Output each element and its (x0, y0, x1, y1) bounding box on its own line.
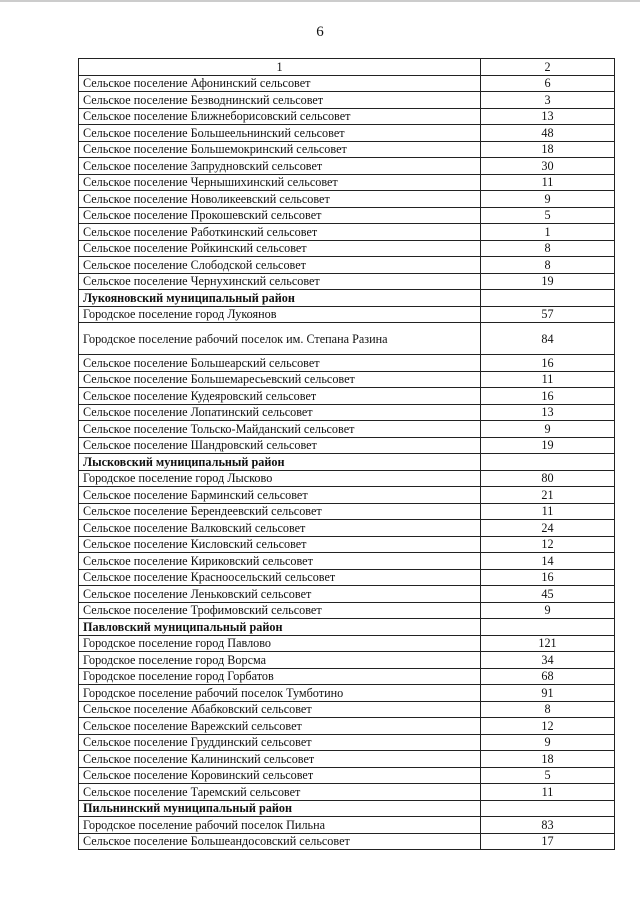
table-row (79, 784, 615, 801)
settlement-value: 11 (481, 174, 615, 191)
settlement-name: Сельское поселение Чернышихинский сельсовет (79, 174, 481, 191)
settlement-name: Сельское поселение Трофимовский сельсовет (79, 602, 481, 619)
table-row (79, 487, 615, 504)
settlement-name: Сельское поселение Валковский сельсовет (79, 520, 481, 537)
settlement-name: Сельское поселение Берендеевский сельсовет (79, 503, 481, 520)
settlement-value: 8 (481, 240, 615, 257)
column-header-1: 1 (79, 59, 481, 76)
settlement-name: Сельское поселение Большемокринский сельсовет (79, 141, 481, 158)
settlement-value: 14 (481, 553, 615, 570)
settlement-name: Сельское поселение Варежский сельсовет (79, 718, 481, 735)
settlement-name: Сельское поселение Абабковский сельсовет (79, 701, 481, 718)
settlement-name: Сельское поселение Большеарский сельсовет (79, 355, 481, 372)
settlement-value: 11 (481, 371, 615, 388)
settlement-value: 11 (481, 784, 615, 801)
settlement-name: Городское поселение рабочий поселок Тумботино (79, 685, 481, 702)
table-row (79, 240, 615, 257)
table-row (79, 503, 615, 520)
table-row (79, 371, 615, 388)
table-row (79, 569, 615, 586)
table-row (79, 602, 615, 619)
settlement-name: Сельское поселение Красноосельский сельсовет (79, 569, 481, 586)
settlement-name: Сельское поселение Большеандосовский сельсовет (79, 833, 481, 850)
settlement-value: 13 (481, 108, 615, 125)
table-row (79, 751, 615, 768)
settlement-value: 34 (481, 652, 615, 669)
table-row (79, 553, 615, 570)
table-row (79, 108, 615, 125)
table-row (79, 125, 615, 142)
settlement-value: 16 (481, 355, 615, 372)
settlement-name: Сельское поселение Афонинский сельсовет (79, 75, 481, 92)
settlement-value: 18 (481, 141, 615, 158)
settlement-name: Сельское поселение Запрудновский сельсовет (79, 158, 481, 175)
settlement-value: 6 (481, 75, 615, 92)
table-row (79, 421, 615, 438)
settlements-table (78, 58, 615, 850)
column-header-2: 2 (481, 59, 615, 76)
table-header-row (79, 59, 615, 76)
settlement-name: Сельское поселение Безводнинский сельсовет (79, 92, 481, 109)
settlement-name: Сельское поселение Ройкинский сельсовет (79, 240, 481, 257)
district-name: Пильнинский муниципальный район (79, 800, 481, 817)
district-name: Лысковский муниципальный район (79, 454, 481, 471)
settlement-value (481, 800, 615, 817)
settlement-name: Сельское поселение Большеельнинский сельсовет (79, 125, 481, 142)
table-row (79, 207, 615, 224)
settlement-value: 21 (481, 487, 615, 504)
settlement-name: Сельское поселение Новоликеевский сельсовет (79, 191, 481, 208)
settlement-value: 8 (481, 701, 615, 718)
settlement-name: Сельское поселение Лопатинский сельсовет (79, 404, 481, 421)
settlement-value: 91 (481, 685, 615, 702)
table-row (79, 817, 615, 834)
settlement-name: Городское поселение рабочий поселок Пильна (79, 817, 481, 834)
settlement-value: 45 (481, 586, 615, 603)
table-row (79, 158, 615, 175)
settlement-value: 30 (481, 158, 615, 175)
table-row (79, 355, 615, 372)
settlement-value (481, 454, 615, 471)
table-row (79, 734, 615, 751)
settlement-value: 9 (481, 734, 615, 751)
table-row (79, 685, 615, 702)
page-number: 6 (316, 24, 324, 40)
settlement-value: 12 (481, 718, 615, 735)
table-row (79, 75, 615, 92)
settlement-value: 1 (481, 224, 615, 241)
settlement-value: 9 (481, 421, 615, 438)
settlement-value: 5 (481, 767, 615, 784)
settlement-value: 17 (481, 833, 615, 850)
settlement-value: 9 (481, 191, 615, 208)
table-row (79, 470, 615, 487)
table-body (79, 75, 615, 850)
settlement-value (481, 290, 615, 307)
settlement-name: Сельское поселение Леньковский сельсовет (79, 586, 481, 603)
settlement-value: 121 (481, 635, 615, 652)
table-row (79, 635, 615, 652)
table-row (79, 536, 615, 553)
table-row (79, 224, 615, 241)
table-row (79, 520, 615, 537)
table-row (79, 306, 615, 323)
settlement-value: 13 (481, 404, 615, 421)
table-row (79, 323, 615, 355)
table-row (79, 668, 615, 685)
settlement-value: 18 (481, 751, 615, 768)
settlement-value: 19 (481, 273, 615, 290)
table-row (79, 257, 615, 274)
settlement-value: 9 (481, 602, 615, 619)
settlement-name: Городское поселение город Ворсма (79, 652, 481, 669)
table-row (79, 141, 615, 158)
table-row (79, 586, 615, 603)
settlement-name: Городское поселение рабочий поселок им. Степана Разина (79, 323, 481, 355)
settlement-name: Городское поселение город Лукоянов (79, 306, 481, 323)
table-row (79, 404, 615, 421)
settlement-name: Сельское поселение Коровинский сельсовет (79, 767, 481, 784)
settlement-value: 57 (481, 306, 615, 323)
settlement-name: Городское поселение город Лысково (79, 470, 481, 487)
settlement-name: Сельское поселение Кисловский сельсовет (79, 536, 481, 553)
settlement-value: 19 (481, 437, 615, 454)
settlement-name: Сельское поселение Барминский сельсовет (79, 487, 481, 504)
settlement-name: Сельское поселение Груддинский сельсовет (79, 734, 481, 751)
settlement-value: 80 (481, 470, 615, 487)
settlement-value: 11 (481, 503, 615, 520)
settlement-name: Сельское поселение Таремский сельсовет (79, 784, 481, 801)
district-name: Лукояновский муниципальный район (79, 290, 481, 307)
settlement-name: Городское поселение город Павлово (79, 635, 481, 652)
settlement-value: 48 (481, 125, 615, 142)
table-row (79, 701, 615, 718)
section-row (79, 619, 615, 636)
table-row (79, 174, 615, 191)
settlement-value: 16 (481, 569, 615, 586)
section-row (79, 290, 615, 307)
settlement-value: 16 (481, 388, 615, 405)
table-row (79, 767, 615, 784)
settlement-name: Сельское поселение Калининский сельсовет (79, 751, 481, 768)
settlement-value: 5 (481, 207, 615, 224)
settlement-name: Сельское поселение Кудеяровский сельсовет (79, 388, 481, 405)
table-row (79, 437, 615, 454)
settlement-value: 3 (481, 92, 615, 109)
table-row (79, 718, 615, 735)
settlement-value (481, 619, 615, 636)
settlement-name: Сельское поселение Шандровский сельсовет (79, 437, 481, 454)
settlement-value: 68 (481, 668, 615, 685)
table-row (79, 388, 615, 405)
settlement-name: Сельское поселение Большемаресьевский сельсовет (79, 371, 481, 388)
table-row (79, 273, 615, 290)
settlement-value: 8 (481, 257, 615, 274)
settlement-name: Городское поселение город Горбатов (79, 668, 481, 685)
section-row (79, 800, 615, 817)
settlement-name: Сельское поселение Прокошевский сельсовет (79, 207, 481, 224)
table-row (79, 833, 615, 850)
settlement-value: 12 (481, 536, 615, 553)
settlement-name: Сельское поселение Чернухинский сельсовет (79, 273, 481, 290)
settlement-name: Сельское поселение Ближнеборисовский сельсовет (79, 108, 481, 125)
settlement-value: 84 (481, 323, 615, 355)
settlement-value: 24 (481, 520, 615, 537)
settlement-name: Сельское поселение Работкинский сельсовет (79, 224, 481, 241)
settlement-name: Сельское поселение Кириковский сельсовет (79, 553, 481, 570)
settlement-name: Сельское поселение Слободской сельсовет (79, 257, 481, 274)
settlement-value: 83 (481, 817, 615, 834)
table-row (79, 652, 615, 669)
settlement-name: Сельское поселение Тольско-Майданский сельсовет (79, 421, 481, 438)
scan-edge-line (0, 0, 640, 2)
section-row (79, 454, 615, 471)
district-name: Павловский муниципальный район (79, 619, 481, 636)
table-row (79, 191, 615, 208)
table-row (79, 92, 615, 109)
